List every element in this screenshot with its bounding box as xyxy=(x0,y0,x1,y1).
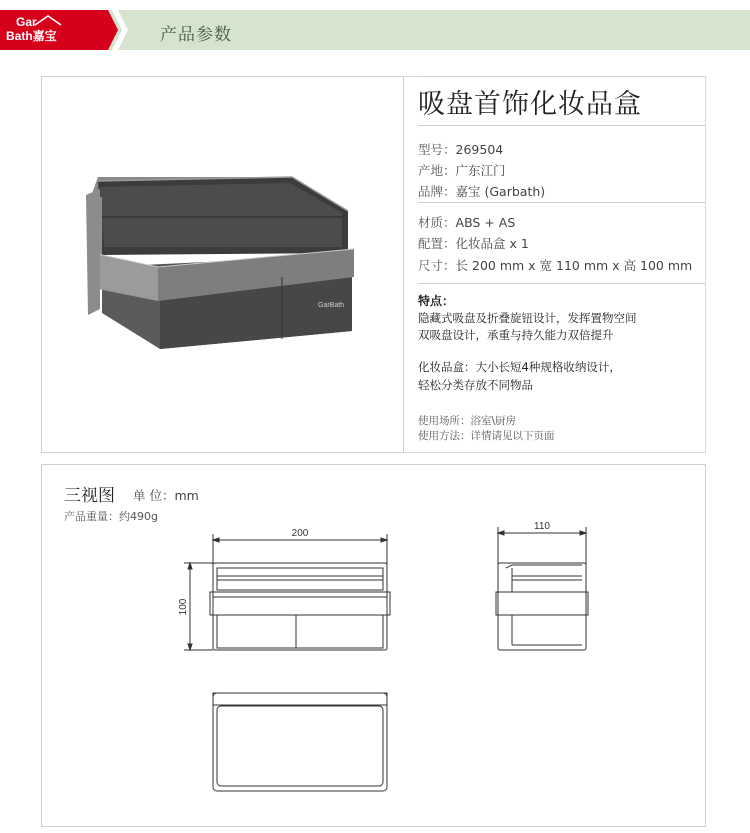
product-title: 吸盘首饰化妆品盒 xyxy=(418,89,642,120)
top-view xyxy=(213,693,387,791)
unit-label: 单 位：mm xyxy=(133,488,199,503)
feature-line: 隐藏式吸盘及折叠旋钮设计，发挥置物空间 xyxy=(418,311,637,325)
usage-location: 使用场所：浴室\厨房 xyxy=(418,415,517,427)
spec-size-key: 尺寸： xyxy=(418,258,456,273)
spec-config-value: 化妆品盒 x 1 xyxy=(455,236,529,251)
spec-model-value: 269504 xyxy=(455,142,504,157)
spec-material-key: 材质： xyxy=(418,215,456,230)
logo-gar-text: Gar xyxy=(16,15,37,29)
dim-depth-label: 110 xyxy=(534,521,550,532)
spec-brand-key: 品牌： xyxy=(418,184,456,199)
three-view-title: 三视图 xyxy=(64,486,115,506)
spec-material-value: ABS + AS xyxy=(455,215,516,230)
section-title: 产品参数 xyxy=(160,25,232,45)
product-weight: 产品重量：约490g xyxy=(64,510,158,523)
spec-brand-value: 嘉宝 (Garbath) xyxy=(455,184,546,199)
side-view xyxy=(496,527,588,650)
dim-width-label: 200 xyxy=(291,528,309,539)
spec-origin-value: 广东江门 xyxy=(455,163,506,178)
box-feature-line: 轻松分类存放不同物品 xyxy=(418,378,533,392)
spec-size-value: 长 200 mm x 宽 110 mm x 高 100 mm xyxy=(455,258,693,273)
spec-config-key: 配置： xyxy=(418,236,456,251)
spec-origin-key: 产地： xyxy=(418,163,456,178)
spec-model-key: 型号： xyxy=(418,142,456,157)
feature-line: 双吸盘设计，承重与持久能力双倍提升 xyxy=(418,328,614,342)
front-view xyxy=(184,534,390,650)
logo-bath-text: Bath xyxy=(6,29,33,43)
features-heading: 特点： xyxy=(418,294,455,308)
usage-method: 使用方法：详情请见以下页面 xyxy=(418,430,555,442)
dim-height-label: 100 xyxy=(178,598,189,616)
box-feature-line: 化妆品盒：大小长短4种规格收纳设计， xyxy=(418,360,621,374)
logo-cn-text: 嘉宝 xyxy=(32,29,57,43)
photo-brand-mark: GarBath xyxy=(318,302,345,309)
